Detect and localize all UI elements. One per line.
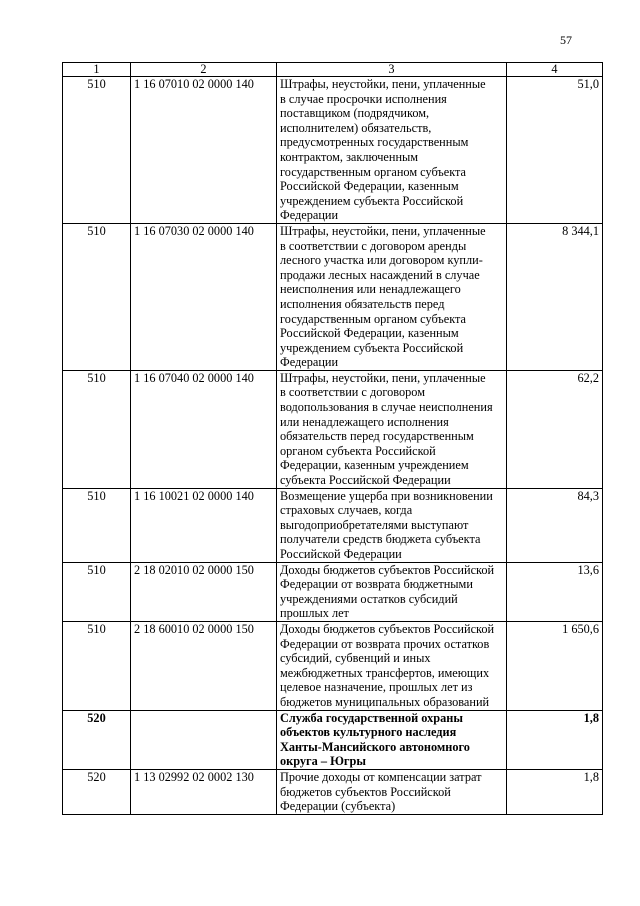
- revenue-name-line: Служба государственной охраны: [280, 710, 463, 725]
- revenue-name-line: Федерации, казенным учреждением: [280, 458, 469, 473]
- revenue-name-line: Федерации от возврата прочих остатков: [280, 636, 490, 651]
- revenue-name-line: в соответствии с договором: [280, 385, 425, 400]
- revenue-name-line: Штрафы, неустойки, пени, уплаченные: [280, 370, 486, 385]
- revenue-table: [62, 62, 603, 815]
- table-row: [63, 710, 603, 769]
- revenue-name-line: или ненадлежащего исполнения: [280, 414, 449, 429]
- amount-cell: 1,8: [507, 710, 603, 769]
- table-row: [63, 488, 603, 562]
- revenue-name-cell: [277, 223, 507, 370]
- admin-code-cell: 510: [63, 488, 131, 562]
- amount-cell: 84,3: [507, 488, 603, 562]
- revenue-name-line: субсидий, субвенций и иных: [280, 651, 431, 666]
- revenue-name-line: Штрафы, неустойки, пени, уплаченные: [280, 223, 486, 238]
- revenue-name-line: Федерации: [280, 208, 339, 223]
- revenue-name-line: прошлых лет: [280, 606, 349, 621]
- revenue-name-line: Российской Федерации, казенным: [280, 326, 459, 341]
- amount-cell: 13,6: [507, 562, 603, 621]
- revenue-name-line: Ханты-Мансийского автономного: [280, 739, 470, 754]
- column-header: 3: [277, 63, 507, 77]
- revenue-name-line: в случае просрочки исполнения: [280, 91, 447, 106]
- revenue-name-line: исполнителем) обязательств,: [280, 120, 432, 135]
- column-header: 2: [131, 63, 277, 77]
- amount-cell: 1,8: [507, 769, 603, 814]
- table-row: [63, 223, 603, 370]
- revenue-name-line: Федерации: [280, 355, 339, 370]
- revenue-name-cell: [277, 77, 507, 224]
- revenue-name-line: округа – Югры: [280, 754, 366, 769]
- revenue-name-line: Российской Федерации: [280, 547, 402, 561]
- admin-code-cell: 510: [63, 77, 131, 224]
- revenue-name-line: Возмещение ущерба при возникновении: [280, 488, 493, 503]
- amount-cell: 62,2: [507, 370, 603, 488]
- revenue-name-line: Доходы бюджетов субъектов Российской: [280, 621, 495, 636]
- revenue-name-line: бюджетов субъектов Российской: [280, 784, 451, 799]
- revenue-name-line: учреждением субъекта Российской: [280, 340, 464, 355]
- table-row: [63, 370, 603, 488]
- revenue-name-cell: [277, 370, 507, 488]
- revenue-name-line: объектов культурного наследия: [280, 725, 457, 740]
- revenue-name-line: Штрафы, неустойки, пени, уплаченные: [280, 77, 486, 91]
- revenue-name-line: выгодоприобретателями выступают: [280, 517, 469, 532]
- revenue-name-line: учреждением субъекта Российской: [280, 193, 464, 208]
- revenue-name-line: предусмотренных государственным: [280, 135, 469, 150]
- revenue-code-cell: 2 18 02010 02 0000 150: [131, 562, 277, 621]
- amount-cell: 51,0: [507, 77, 603, 224]
- revenue-name-line: целевое назначение, прошлых лет из: [280, 680, 473, 695]
- revenue-name-line: Доходы бюджетов субъектов Российской: [280, 562, 495, 577]
- revenue-name-cell: [277, 710, 507, 769]
- revenue-name-cell: [277, 769, 507, 814]
- revenue-name-line: Федерации (субъекта): [280, 799, 396, 814]
- revenue-code-cell: 1 13 02992 02 0002 130: [131, 769, 277, 814]
- revenue-name-line: водопользования в случае неисполнения: [280, 400, 493, 415]
- table-header-row: [63, 63, 603, 77]
- revenue-name-line: Российской Федерации, казенным: [280, 179, 459, 194]
- revenue-code-cell: 1 16 07030 02 0000 140: [131, 223, 277, 370]
- admin-code-cell: 520: [63, 769, 131, 814]
- page-number: 57: [560, 33, 572, 47]
- revenue-name-line: получатели средств бюджета субъекта: [280, 532, 481, 547]
- revenue-name-line: учреждениями остатков субсидий: [280, 591, 458, 606]
- revenue-name-line: лесного участка или договором купли-: [280, 253, 483, 268]
- revenue-name-line: исполнения обязательств перед: [280, 296, 445, 311]
- revenue-name-line: поставщиком (подрядчиком,: [280, 106, 430, 121]
- revenue-name-line: контрактом, заключенным: [280, 149, 419, 164]
- revenue-name-line: неисполнения или ненадлежащего: [280, 282, 461, 297]
- revenue-name-line: бюджетов муниципальных образований: [280, 694, 490, 709]
- revenue-name-line: субъекта Российской Федерации: [280, 473, 451, 488]
- revenue-name-line: Прочие доходы от компенсации затрат: [280, 769, 482, 784]
- revenue-name-cell: [277, 488, 507, 562]
- table-row: [63, 77, 603, 224]
- column-header: 1: [63, 63, 131, 77]
- admin-code-cell: 510: [63, 223, 131, 370]
- amount-cell: 8 344,1: [507, 223, 603, 370]
- table-row: [63, 769, 603, 814]
- revenue-name-line: обязательств перед государственным: [280, 429, 474, 444]
- table-row: [63, 562, 603, 621]
- revenue-name-line: продажи лесных насаждений в случае: [280, 267, 480, 282]
- revenue-name-line: государственным органом субъекта: [280, 164, 467, 179]
- column-header: 4: [507, 63, 603, 77]
- revenue-name-line: государственным органом субъекта: [280, 311, 467, 326]
- revenue-name-line: межбюджетных трансфертов, имеющих: [280, 665, 490, 680]
- revenue-code-cell: [131, 710, 277, 769]
- revenue-name-line: Федерации от возврата бюджетными: [280, 577, 473, 592]
- revenue-code-cell: 1 16 07040 02 0000 140: [131, 370, 277, 488]
- revenue-name-cell: [277, 562, 507, 621]
- admin-code-cell: 520: [63, 710, 131, 769]
- revenue-code-cell: 2 18 60010 02 0000 150: [131, 621, 277, 710]
- revenue-name-cell: [277, 621, 507, 710]
- revenue-name-line: в соответствии с договором аренды: [280, 238, 467, 253]
- revenue-name-line: страховых случаев, когда: [280, 503, 413, 518]
- revenue-name-line: органом субъекта Российской: [280, 443, 436, 458]
- amount-cell: 1 650,6: [507, 621, 603, 710]
- revenue-code-cell: 1 16 10021 02 0000 140: [131, 488, 277, 562]
- table-row: [63, 621, 603, 710]
- admin-code-cell: 510: [63, 370, 131, 488]
- revenue-code-cell: 1 16 07010 02 0000 140: [131, 77, 277, 224]
- table-body: [63, 77, 603, 815]
- admin-code-cell: 510: [63, 621, 131, 710]
- admin-code-cell: 510: [63, 562, 131, 621]
